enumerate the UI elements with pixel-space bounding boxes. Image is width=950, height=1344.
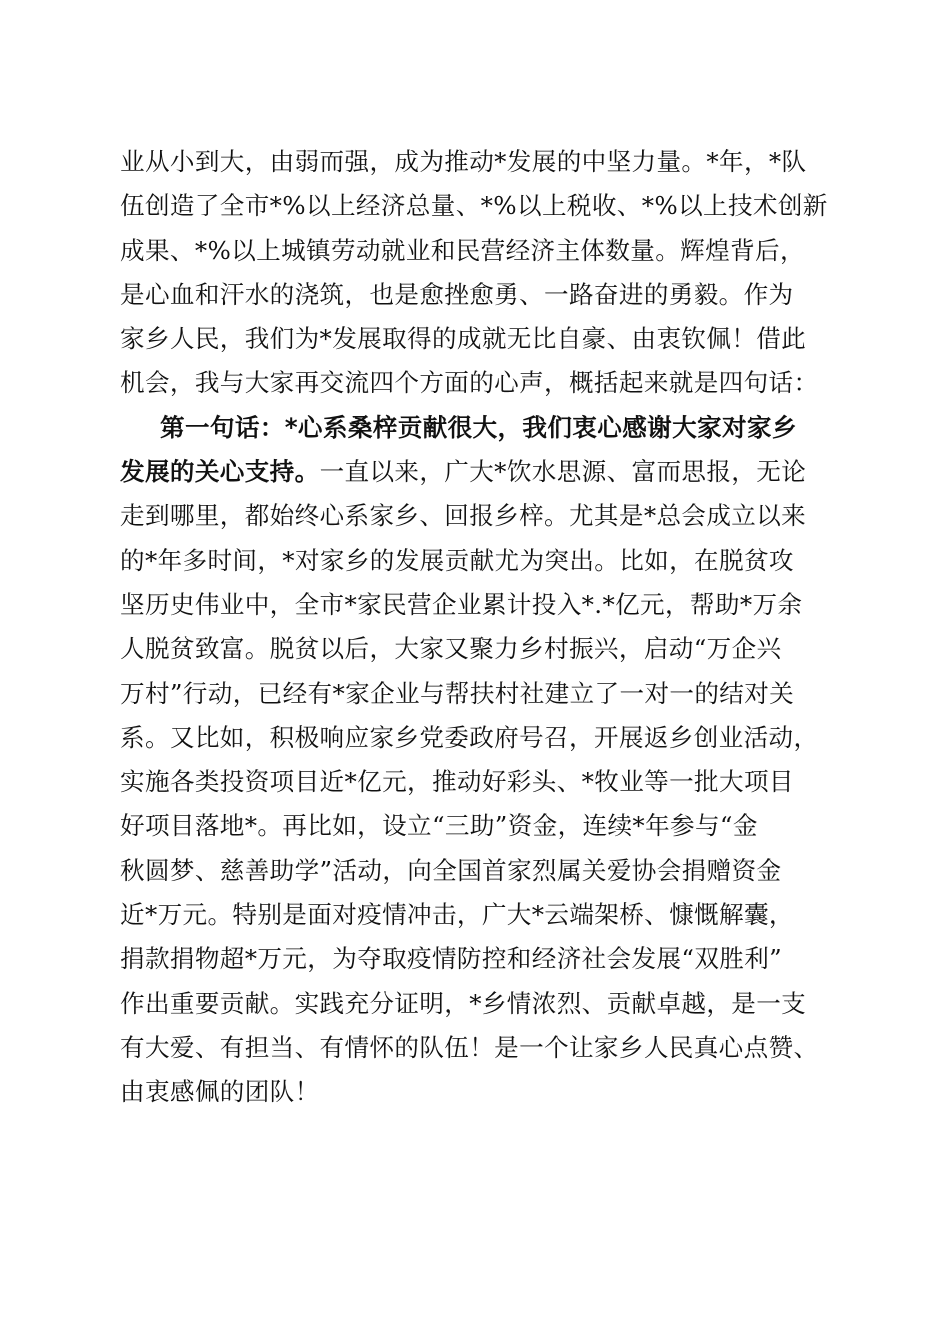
paragraph-line: 由衷感佩的团队！ (120, 1077, 320, 1107)
paragraph-line: 万村”行动，已经有*家企业与帮扶村社建立了一对一的结对关 (120, 678, 795, 708)
section-heading-text: 第一句话：*心系桑梓贡献很大，我们衷心感谢大家对家乡 (160, 412, 797, 442)
paragraph-line: 捐款捐物超*万元，为夺取疫情防控和经济社会发展“双胜利” (120, 944, 783, 974)
paragraph-line: 近*万元。特别是面对疫情冲击，广大*云端架桥、慷慨解囊， (120, 900, 794, 930)
section-heading-line (120, 450, 840, 494)
paragraph-line: 的*年多时间，*对家乡的发展贡献尤为突出。比如，在脱贫攻 (120, 545, 794, 575)
paragraph-line: 走到哪里，都始终心系家乡、回报乡梓。尤其是*总会成立以来 (120, 501, 807, 531)
paragraph-text: 一直以来，广大*饮水思源、富而思报，无论 (319, 457, 807, 487)
paragraph-line: 家乡人民，我们为*发展取得的成就无比自豪、由衷钦佩！借此 (120, 324, 807, 354)
paragraph-line: 机会，我与大家再交流四个方面的心声，概括起来就是四句话： (120, 368, 819, 398)
section-heading-line (120, 406, 840, 450)
paragraph-line: 系。又比如，积极响应家乡党委政府号召，开展返乡创业活动， (120, 722, 819, 752)
document-page (120, 140, 840, 1115)
paragraph-line: 成果、*%以上城镇劳动就业和民营经济主体数量。辉煌背后， (120, 235, 805, 265)
paragraph-line: 实施各类投资项目近*亿元，推动好彩头、*牧业等一批大项目 (120, 767, 794, 797)
paragraph-line: 坚历史伟业中，全市*家民营企业累计投入*.*亿元，帮助*万余 (120, 589, 803, 619)
paragraph-line: 业从小到大，由弱而强，成为推动*发展的中坚力量。*年，*队 (120, 147, 807, 176)
paragraph-line: 作出重要贡献。实践充分证明，*乡情浓烈、贡献卓越，是一支 (120, 988, 807, 1018)
section-heading-text: 发展的关心支持。 (120, 457, 320, 487)
paragraph-line: 伍创造了全市*%以上经济总量、*%以上税收、*%以上技术创新 (120, 191, 828, 221)
paragraph-line: 人脱贫致富。脱贫以后，大家又聚力乡村振兴，启动“万企兴 (120, 634, 782, 664)
paragraph-line: 好项目落地*。再比如，设立“三助”资金，连续*年参与“金 (120, 811, 758, 841)
paragraph-line: 有大爱、有担当、有情怀的队伍！是一个让家乡人民真心点赞、 (120, 1032, 819, 1062)
paragraph-line: 是心血和汗水的浇筑，也是愈挫愈勇、一路奋进的勇毅。作为 (120, 279, 794, 309)
paragraph-line: 秋圆梦、慈善助学”活动，向全国首家烈属关爱协会捐赠资金 (120, 855, 782, 885)
